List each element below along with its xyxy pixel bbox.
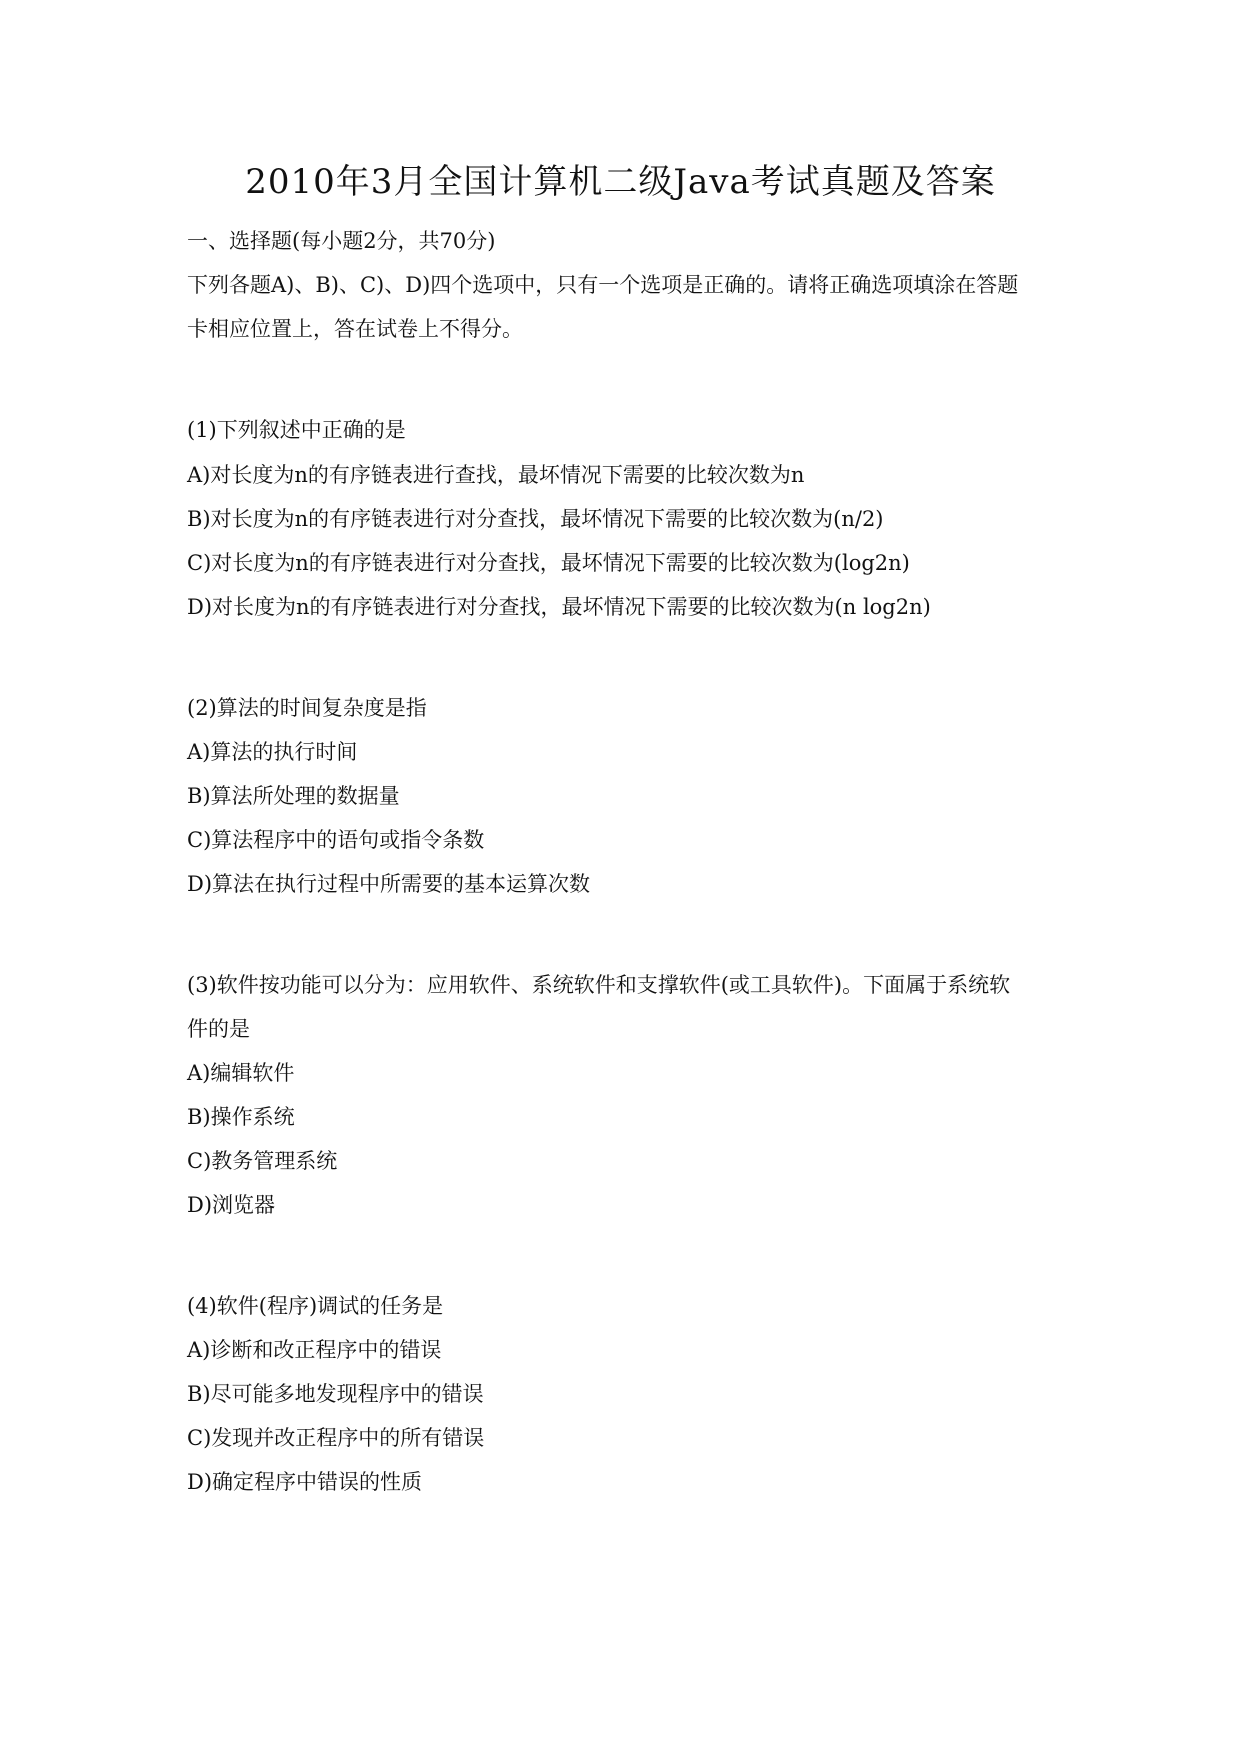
question-1-option-d: D)对长度为n的有序链表进行对分查找，最坏情况下需要的比较次数为(n log2n) bbox=[187, 595, 931, 619]
question-3-option-d: D)浏览器 bbox=[187, 1193, 276, 1217]
question-3-stem-line-2: 件的是 bbox=[187, 1017, 250, 1041]
question-3-option-c: C)教务管理系统 bbox=[187, 1149, 338, 1173]
instructions-line-1: 下列各题A)、B)、C)、D)四个选项中，只有一个选项是正确的。请将正确选项填涂在答题 bbox=[187, 273, 1019, 297]
question-3-option-b: B)操作系统 bbox=[187, 1105, 295, 1129]
question-4-option-c: C)发现并改正程序中的所有错误 bbox=[187, 1426, 485, 1450]
instructions-line-2: 卡相应位置上，答在试卷上不得分。 bbox=[187, 317, 523, 341]
question-2-option-a: A)算法的执行时间 bbox=[187, 740, 358, 764]
question-2-option-b: B)算法所处理的数据量 bbox=[187, 784, 400, 808]
question-2-option-c: C)算法程序中的语句或指令条数 bbox=[187, 828, 485, 852]
question-2-option-d: D)算法在执行过程中所需要的基本运算次数 bbox=[187, 872, 591, 896]
question-4-option-d: D)确定程序中错误的性质 bbox=[187, 1470, 423, 1494]
question-4-option-b: B)尽可能多地发现程序中的错误 bbox=[187, 1382, 484, 1406]
document-title: 2010年3月全国计算机二级Java考试真题及答案 bbox=[245, 162, 996, 202]
question-2-stem: (2)算法的时间复杂度是指 bbox=[187, 696, 427, 720]
question-3-option-a: A)编辑软件 bbox=[187, 1061, 295, 1085]
question-1-stem: (1)下列叙述中正确的是 bbox=[187, 418, 406, 442]
question-1-option-b: B)对长度为n的有序链表进行对分查找，最坏情况下需要的比较次数为(n/2) bbox=[187, 507, 884, 531]
question-4-option-a: A)诊断和改正程序中的错误 bbox=[187, 1338, 442, 1362]
question-1-option-a: A)对长度为n的有序链表进行查找，最坏情况下需要的比较次数为n bbox=[187, 463, 805, 487]
question-3-stem-line-1: (3)软件按功能可以分为：应用软件、系统软件和支撑软件(或工具软件)。下面属于系统软 bbox=[187, 973, 1011, 997]
question-1-option-c: C)对长度为n的有序链表进行对分查找，最坏情况下需要的比较次数为(log2n) bbox=[187, 551, 910, 575]
section-heading: 一、选择题(每小题2分，共70分) bbox=[187, 229, 496, 253]
question-4-stem: (4)软件(程序)调试的任务是 bbox=[187, 1294, 444, 1318]
